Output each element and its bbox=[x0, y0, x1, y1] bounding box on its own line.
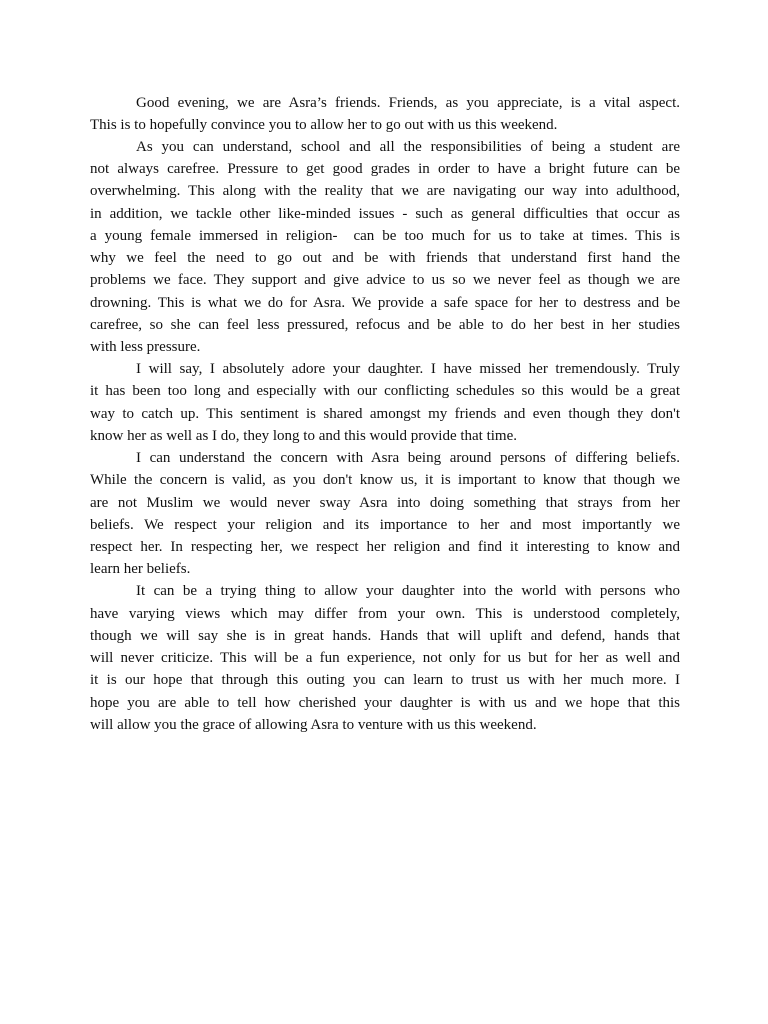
paragraph-5-line-2: have varying views which may differ from your own. This is understood completely, bbox=[90, 606, 680, 622]
paragraph-1-line-1: Good evening, we are Asra’s friends. Friends, as you appreciate, is a vital aspect. bbox=[136, 95, 680, 111]
paragraph-4-line-5: respect her. In respecting her, we respect her religion and find it interesting to know and bbox=[90, 539, 680, 555]
paragraph-2-line-9: carefree, so she can feel less pressured, refocus and be able to do her best in her studies bbox=[90, 317, 680, 333]
paragraph-2-line-4: in addition, we tackle other like-minded issues - such as general difficulties that occur as bbox=[90, 206, 680, 222]
paragraph-4-line-3: are not Muslim we would never sway Asra into doing something that strays from her bbox=[90, 495, 680, 511]
paragraph-5-line-7: will allow you the grace of allowing Asra to venture with us this weekend. bbox=[90, 717, 537, 733]
paragraph-3-line-3: way to catch up. This sentiment is shared amongst my friends and even though they don't bbox=[90, 406, 680, 422]
paragraph-2-line-7: problems we face. They support and give advice to us so we never feel as though we are bbox=[90, 272, 680, 288]
paragraph-4-line-1: I can understand the concern with Asra being around persons of differing beliefs. bbox=[136, 450, 680, 466]
paragraph-2-line-10: with less pressure. bbox=[90, 339, 201, 355]
paragraph-5-line-4: will never criticize. This will be a fun experience, not only for us but for her as well and bbox=[90, 650, 680, 666]
paragraph-3-line-1: I will say, I absolutely adore your daughter. I have missed her tremendously. Truly bbox=[136, 361, 680, 377]
paragraph-3-line-2: it has been too long and especially with our conflicting schedules so this would be a great bbox=[90, 383, 680, 399]
paragraph-4-line-2: While the concern is valid, as you don't know us, it is important to know that though we bbox=[90, 472, 680, 488]
paragraph-5-line-3: though we will say she is in great hands. Hands that will uplift and defend, hands that bbox=[90, 628, 680, 644]
paragraph-2-line-8: drowning. This is what we do for Asra. We provide a safe space for her to destress and be bbox=[90, 295, 680, 311]
paragraph-3-line-4: know her as well as I do, they long to and this would provide that time. bbox=[90, 428, 518, 444]
paragraph-2-line-5: a young female immersed in religion- can be too much for us to take at times. This is bbox=[90, 228, 680, 244]
paragraph-2-line-1: As you can understand, school and all the responsibilities of being a student are bbox=[136, 139, 680, 155]
paragraph-5-line-6: hope you are able to tell how cherished your daughter is with us and we hope that this bbox=[90, 695, 680, 711]
paragraph-1-line-2: This is to hopefully convince you to allow her to go out with us this weekend. bbox=[90, 117, 558, 133]
paragraph-5-line-1: It can be a trying thing to allow your daughter into the world with persons who bbox=[136, 583, 680, 599]
paragraph-4-line-6: learn her beliefs. bbox=[90, 561, 191, 577]
paragraph-5-line-5: it is our hope that through this outing you can learn to trust us with her much more. I bbox=[90, 672, 680, 688]
paragraph-2-line-3: overwhelming. This along with the reality that we are navigating our way into adulthood, bbox=[90, 183, 680, 199]
paragraph-4-line-4: beliefs. We respect your religion and its importance to her and most importantly we bbox=[90, 517, 680, 533]
paragraph-2-line-2: not always carefree. Pressure to get good grades in order to have a bright future can be bbox=[90, 161, 680, 177]
paragraph-2-line-6: why we feel the need to go out and be with friends that understand first hand the bbox=[90, 250, 680, 266]
